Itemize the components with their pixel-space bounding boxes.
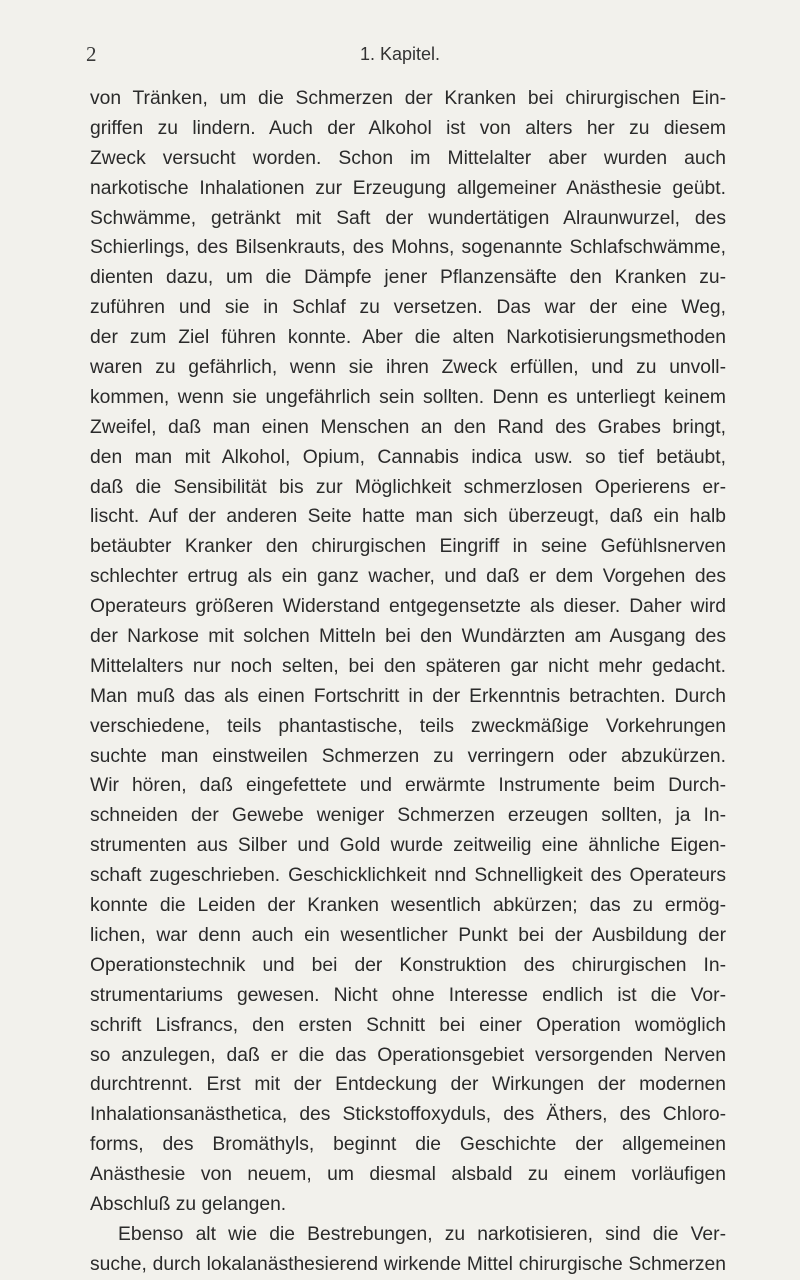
text-line: daß die Sensibilität bis zur Möglichkeit schmerzlosen Operierens er-: [90, 476, 726, 498]
text-line: Ebenso alt wie die Bestrebungen, zu narkotisieren, sind die Ver-: [118, 1223, 726, 1245]
text-line: zuführen und sie in Schlaf zu versetzen. Das war der eine Weg,: [90, 297, 726, 319]
body-text: [90, 84, 726, 1280]
text-line: betäubter Kranker den chirurgischen Eingriff in seine Gefühlsnerven: [90, 536, 726, 558]
text-line: dienten dazu, um die Dämpfe jener Pflanzensäfte den Kranken zu-: [90, 267, 726, 289]
text-line: verschiedene, teils phantastische, teils zweckmäßige Vorkehrungen: [90, 715, 726, 737]
text-line: durchtrennt. Erst mit der Entdeckung der Wirkungen der modernen: [90, 1074, 726, 1096]
text-line: suche, durch lokalanästhesierend wirkende Mittel chirurgische Schmerzen: [90, 1253, 726, 1275]
text-line: Schwämme, getränkt mit Saft der wundertätigen Alraunwurzel, des: [90, 207, 726, 229]
text-line: schneiden der Gewebe weniger Schmerzen erzeugen sollten, ja In-: [90, 805, 726, 827]
text-line: Zweck versucht worden. Schon im Mittelalter aber wurden auch: [90, 147, 726, 169]
text-line: Inhalationsanästhetica, des Stickstoffoxyduls, des Äthers, des Chloro-: [90, 1104, 726, 1126]
text-line: schaft zugeschrieben. Geschicklichkeit nnd Schnelligkeit des Operateurs: [90, 865, 726, 887]
text-line: schrift Lisfrancs, den ersten Schnitt bei einer Operation womöglich: [90, 1014, 726, 1036]
text-line: konnte die Leiden der Kranken wesentlich abkürzen; das zu ermög-: [90, 895, 726, 917]
text-line: der zum Ziel führen konnte. Aber die alten Narkotisierungsmethoden: [90, 327, 726, 349]
text-line: von Tränken, um die Schmerzen der Kranken bei chirurgischen Ein-: [90, 88, 726, 109]
text-line: Anästhesie von neuem, um diesmal alsbald zu einem vorläufigen: [90, 1164, 726, 1186]
text-line: Operationstechnik und bei der Konstruktion des chirurgischen In-: [90, 954, 726, 976]
text-line: kommen, wenn sie ungefährlich sein sollten. Denn es unterliegt keinem: [90, 386, 726, 408]
text-line: strumenten aus Silber und Gold wurde zeitweilig eine ähnliche Eigen-: [90, 835, 726, 857]
text-line: Mittelalters nur noch selten, bei den späteren gar nicht mehr gedacht.: [90, 655, 726, 677]
page-number: 2: [86, 42, 97, 66]
text-line: Schierlings, des Bilsenkrauts, des Mohns, sogenannte Schlafschwämme,: [90, 237, 726, 259]
running-head: 1. Kapitel.: [359, 44, 441, 64]
text-line: waren zu gefährlich, wenn sie ihren Zweck erfüllen, und zu unvoll-: [90, 357, 726, 379]
text-line: griffen zu lindern. Auch der Alkohol ist von alters her zu diesem: [90, 117, 726, 139]
text-line: Zweifel, daß man einen Menschen an den Rand des Grabes bringt,: [90, 416, 726, 438]
text-line: strumentariums gewesen. Nicht ohne Interesse endlich ist die Vor-: [90, 984, 726, 1006]
text-line: Abschluß zu gelangen.: [90, 1193, 287, 1215]
text-line: Operateurs größeren Widerstand entgegensetzte als dieser. Daher wird: [90, 596, 726, 618]
text-line: Wir hören, daß eingefettete und erwärmte Instrumente beim Durch-: [90, 775, 726, 797]
text-line: schlechter ertrug als ein ganz wacher, und daß er dem Vorgehen des: [90, 566, 726, 588]
text-line: suchte man einstweilen Schmerzen zu verringern oder abzukürzen.: [90, 745, 726, 767]
text-line: der Narkose mit solchen Mitteln bei den Wundärzten am Ausgang des: [90, 626, 726, 648]
text-line: lischt. Auf der anderen Seite hatte man sich überzeugt, daß ein halb: [90, 506, 726, 528]
text-line: lichen, war denn auch ein wesentlicher Punkt bei der Ausbildung der: [90, 924, 726, 946]
text-line: narkotische Inhalationen zur Erzeugung allgemeiner Anästhesie geübt.: [90, 177, 726, 199]
text-line: forms, des Bromäthyls, beginnt die Geschichte der allgemeinen: [90, 1134, 726, 1156]
text-line: Man muß das als einen Fortschritt in der Erkenntnis betrachten. Durch: [90, 685, 726, 707]
text-line: den man mit Alkohol, Opium, Cannabis indica usw. so tief betäubt,: [90, 446, 726, 468]
text-line: so anzulegen, daß er die das Operationsgebiet versorgenden Nerven: [90, 1044, 726, 1066]
